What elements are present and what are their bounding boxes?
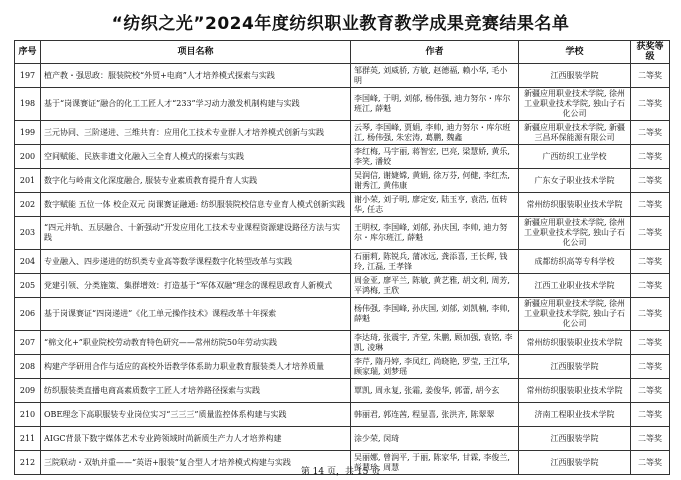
- cell-school: 江西服装学院: [519, 427, 631, 451]
- cell-no: 208: [15, 355, 41, 379]
- cell-no: 201: [15, 169, 41, 193]
- cell-author: 杨伟强, 李国峰, 孙庆国, 刘郁, 刘凯楠, 李帅, 薛魁: [351, 298, 519, 331]
- cell-school: 新疆应用职业技术学院, 徐州工业职业技术学院, 独山子石化公司: [519, 298, 631, 331]
- table-row: [15, 193, 670, 217]
- results-table: [14, 40, 670, 475]
- cell-no: 206: [15, 298, 41, 331]
- cell-award-level: 二等奖: [631, 355, 670, 379]
- cell-award-level: 二等奖: [631, 331, 670, 355]
- cell-no: 211: [15, 427, 41, 451]
- cell-project-name: 构建产学研用合作与适应的高校外语教学体系助力职业教育服装类人才培养质量: [41, 355, 351, 379]
- column-header-level: 获奖等级: [631, 41, 670, 64]
- table-row: [15, 121, 670, 145]
- cell-school: 成都纺织高等专科学校: [519, 250, 631, 274]
- cell-school: 济南工程职业技术学院: [519, 403, 631, 427]
- table-row: [15, 169, 670, 193]
- cell-award-level: 二等奖: [631, 298, 670, 331]
- table-row: [15, 250, 670, 274]
- cell-no: 197: [15, 64, 41, 88]
- cell-award-level: 二等奖: [631, 64, 670, 88]
- cell-project-name: 数字化与岭南文化深度融合, 服装专业素质教育提升育人实践: [41, 169, 351, 193]
- cell-project-name: 数字赋能 五位一体 校企双元 岗课赛证融通: 纺织服装院校信息专业育人模式创新实践: [41, 193, 351, 217]
- cell-author: 覃凯, 周永复, 张霜, 姜俊华, 郭蕾, 胡今玄: [351, 379, 519, 403]
- cell-author: 李红梅, 马宇丽, 蒋智宏, 巴亮, 梁慧娇, 黄乐, 李笑, 潘姣: [351, 145, 519, 169]
- cell-no: 204: [15, 250, 41, 274]
- table-row: [15, 403, 670, 427]
- cell-award-level: 二等奖: [631, 451, 670, 475]
- cell-author: 李国峰, 于明, 刘郁, 杨伟强, 迪力努尔・库尔班江, 薛魁: [351, 88, 519, 121]
- cell-project-name: “棉文化+”职业院校劳动教育特色研究——常州纺院50年劳动实践: [41, 331, 351, 355]
- cell-project-name: 专业融入、四步递进的纺织类专业高等数学课程数字化转型改革与实践: [41, 250, 351, 274]
- cell-author: 涂少荣, 闵琦: [351, 427, 519, 451]
- cell-author: 谢小荣, 刘子明, 廖定安, 陆玉亨, 袁浩, 伍转华, 任志: [351, 193, 519, 217]
- cell-author: 石丽莉, 陈锐兵, 蒲冰远, 龚添喜, 王长辉, 钱玲, 江磊, 王孝锋: [351, 250, 519, 274]
- table-row: [15, 274, 670, 298]
- cell-no: 200: [15, 145, 41, 169]
- cell-author: 云琴, 李国峰, 贾娟, 李帅, 迪力努尔・库尔班江, 杨伟强, 朱宏涛, 葛鹏, 魏鑫: [351, 121, 519, 145]
- cell-project-name: 空间赋能、民族非遗文化融入三全育人模式的探索与实践: [41, 145, 351, 169]
- cell-award-level: 二等奖: [631, 169, 670, 193]
- cell-no: 202: [15, 193, 41, 217]
- table-row: [15, 355, 670, 379]
- cell-award-level: 二等奖: [631, 403, 670, 427]
- cell-author: 韩丽君, 郭连茜, 程显喜, 张洪齐, 陈翠翠: [351, 403, 519, 427]
- cell-project-name: 三院联动・双轨并重——“英语+服装”复合型人才培养模式构建与实践: [41, 451, 351, 475]
- cell-author: 吴丽娜, 曾润平, 于丽, 陈家华, 甘霖, 李俊兰, 彭慧珍, 周慧: [351, 451, 519, 475]
- cell-author: 周金亚, 廖平兰, 陈敏, 黄艺雅, 胡文利, 周芳, 平鸿梅, 王欣: [351, 274, 519, 298]
- cell-author: 邹群英, 刘威骄, 方敏, 赵德福, 赖小华, 毛小明: [351, 64, 519, 88]
- cell-no: 199: [15, 121, 41, 145]
- cell-award-level: 二等奖: [631, 193, 670, 217]
- table-row: [15, 145, 670, 169]
- column-header-project: 项目名称: [41, 41, 351, 64]
- cell-project-name: 基于岗课赛证“四岗递进”《化工单元操作技术》课程改革十年探索: [41, 298, 351, 331]
- page-title: “纺织之光”2024年度纺织职业教育教学成果竞赛结果名单: [111, 14, 570, 34]
- cell-no: 210: [15, 403, 41, 427]
- cell-school: 江西服装学院: [519, 64, 631, 88]
- cell-author: 王明权, 李国峰, 刘郁, 孙庆国, 李帅, 迪力努尔・库尔班江, 薛魁: [351, 217, 519, 250]
- cell-school: 江西服装学院: [519, 355, 631, 379]
- cell-project-name: AIGC背景下数字媒体艺术专业跨领域时尚新质生产力人才培养构建: [41, 427, 351, 451]
- cell-project-name: 基于“岗课赛证”融合的化工工匠人才“233”学习动力激发机制构建与实践: [41, 88, 351, 121]
- table-row: [15, 217, 670, 250]
- table-row: [15, 331, 670, 355]
- table-row: [15, 298, 670, 331]
- cell-project-name: 党建引领、分类施策、集群增效：打造基于“军体双融”理念的课程思政育人新模式: [41, 274, 351, 298]
- cell-no: 212: [15, 451, 41, 475]
- cell-award-level: 二等奖: [631, 121, 670, 145]
- cell-school: 新疆应用职业技术学院, 徐州工业职业技术学院, 独山子石化公司: [519, 217, 631, 250]
- cell-school: 新疆应用职业技术学院, 新疆三昌环保能源有限公司: [519, 121, 631, 145]
- cell-no: 203: [15, 217, 41, 250]
- cell-award-level: 二等奖: [631, 217, 670, 250]
- column-header-school: 学校: [519, 41, 631, 64]
- table-row: [15, 427, 670, 451]
- cell-school: 广东女子职业技术学院: [519, 169, 631, 193]
- cell-award-level: 二等奖: [631, 274, 670, 298]
- cell-author: 吴润信, 谢婕嫦, 黄娟, 徐万芬, 何健, 李红杰, 谢秀江, 黄伟康: [351, 169, 519, 193]
- cell-project-name: 纺织服装类直播电商高素质数字工匠人才培养路径探索与实践: [41, 379, 351, 403]
- cell-project-name: 三元协同、三阶递进、三维共育：应用化工技术专业群人才培养模式创新与实践: [41, 121, 351, 145]
- page-footer: 第 14 页，共 15 页: [300, 467, 381, 477]
- cell-author: 李达琦, 张震宇, 齐堂, 朱鹏, 顾加强, 袁铭, 李凯, 凌琳: [351, 331, 519, 355]
- cell-no: 209: [15, 379, 41, 403]
- cell-author: 李芹, 隋丹婷, 李凤红, 尚晓艳, 罗莹, 王江华, 顾家瑞, 刘梦瑶: [351, 355, 519, 379]
- cell-no: 198: [15, 88, 41, 121]
- cell-no: 207: [15, 331, 41, 355]
- table-header-row: [15, 41, 670, 64]
- cell-project-name: “四元并轨、五层融合、十新强动”开发应用化工技术专业课程资源建设路径方法与实践: [41, 217, 351, 250]
- cell-no: 205: [15, 274, 41, 298]
- cell-school: 江西服装学院: [519, 451, 631, 475]
- cell-award-level: 二等奖: [631, 145, 670, 169]
- table-row: [15, 88, 670, 121]
- cell-award-level: 二等奖: [631, 88, 670, 121]
- cell-school: 常州纺织服装职业技术学院: [519, 331, 631, 355]
- column-header-author: 作者: [351, 41, 519, 64]
- column-header-no: 序号: [15, 41, 41, 64]
- cell-award-level: 二等奖: [631, 379, 670, 403]
- cell-project-name: OBE理念下高职服装专业岗位实习“三三三”质量监控体系构建与实践: [41, 403, 351, 427]
- cell-school: 江西工业职业技术学院: [519, 274, 631, 298]
- cell-award-level: 二等奖: [631, 250, 670, 274]
- cell-award-level: 二等奖: [631, 427, 670, 451]
- table-row: [15, 379, 670, 403]
- cell-school: 常州纺织服装职业技术学院: [519, 379, 631, 403]
- cell-school: 常州纺织服装职业技术学院: [519, 193, 631, 217]
- cell-school: 新疆应用职业技术学院, 徐州工业职业技术学院, 独山子石化公司: [519, 88, 631, 121]
- table-row: [15, 64, 670, 88]
- cell-school: 广西纺织工业学校: [519, 145, 631, 169]
- cell-project-name: 植产教・强思政：服装院校“外贸+电商”人才培养模式探索与实践: [41, 64, 351, 88]
